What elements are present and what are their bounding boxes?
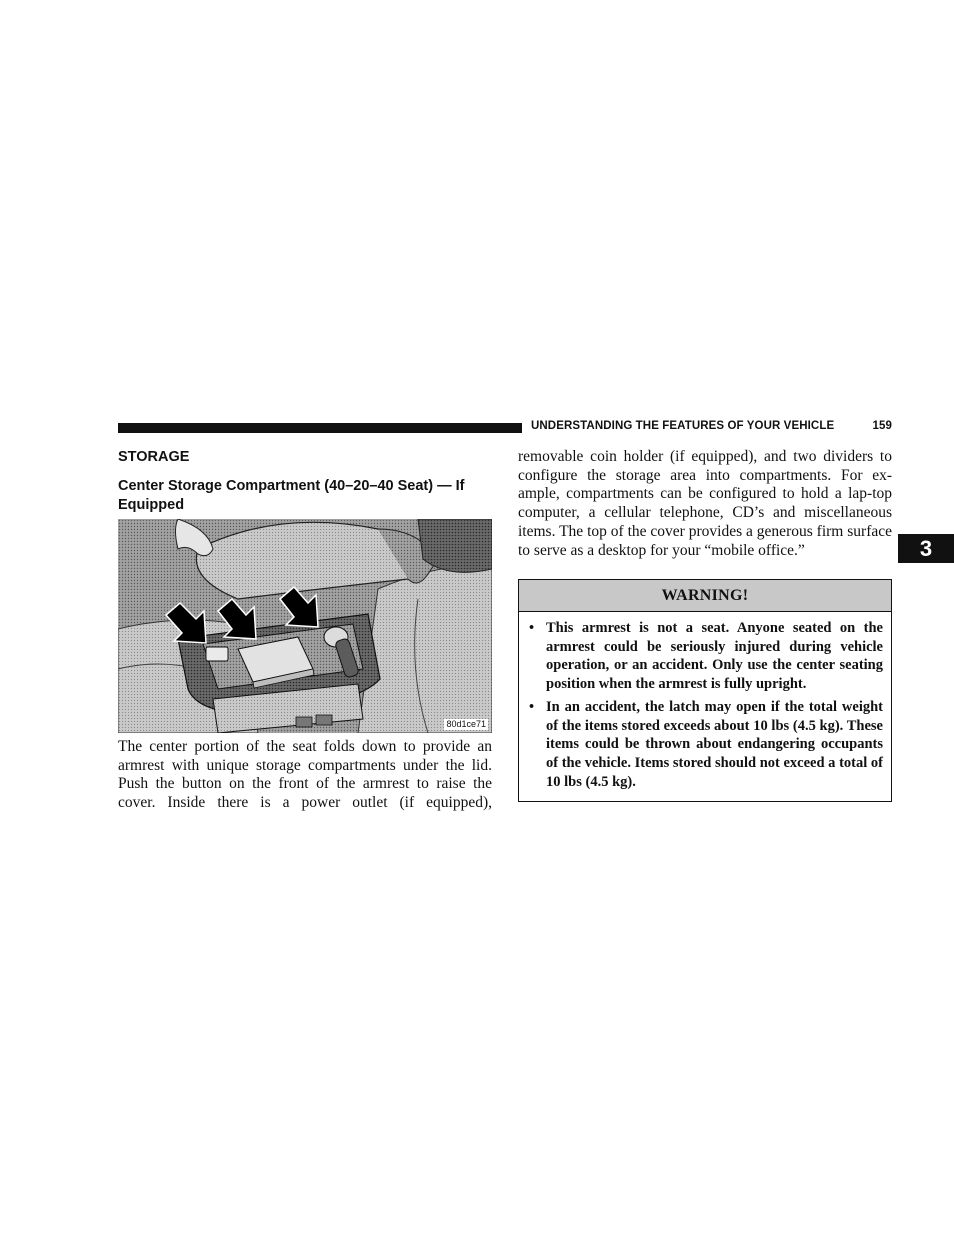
- body-paragraph: The center portion of the seat folds down to provide an armrest with unique storage compartments under the lid. Push the button on the front of the armrest to raise the cover. Inside there is a power outlet (if equipped),: [118, 738, 492, 812]
- warning-item: [529, 698, 883, 792]
- warning-box: [518, 579, 892, 802]
- chapter-tab: 3: [898, 534, 954, 563]
- header-rule: [118, 423, 522, 433]
- left-column-text: [118, 738, 492, 813]
- armrest-storage-drawing: [118, 519, 492, 733]
- running-header: [531, 420, 892, 432]
- running-title: UNDERSTANDING THE FEATURES OF YOUR VEHICLE: [531, 420, 835, 432]
- warning-item: [529, 619, 883, 694]
- section-title: STORAGE: [118, 449, 190, 465]
- right-column-text: [518, 448, 892, 560]
- bullet-icon: •: [529, 620, 535, 636]
- figure-code: 80d1ce71: [446, 719, 486, 729]
- warning-title: WARNING!: [519, 580, 891, 612]
- bullet-icon: •: [529, 698, 535, 715]
- warning-item-text: In an accident, the latch may open if the total weight of the items stored exceeds about 10 lbs (4.5 kg). These items could be thrown about endangering occupants of the vehicle. Items stored should not exceed a total of 10 lbs (4.5 kg).: [546, 698, 883, 790]
- body-paragraph-continued: removable coin holder (if equipped), and two dividers to configure the storage area into compartments. For ex-ample, compartments can be configured to hold a lap-top computer, a cellular telephone, CD’s and miscellaneous items. The top of the cover provides a generous firm surface to serve as a desktop for your “mobile office.”: [518, 448, 892, 559]
- warning-item-text: This armrest is not a seat. Anyone seated on the armrest could be seriously injured during vehicle operation, or an accident. Only use the center seating position when the armrest is fully upright.: [546, 620, 883, 693]
- warning-list: [519, 612, 891, 791]
- page-number: 159: [872, 420, 892, 432]
- subsection-title: Center Storage Compartment (40–20–40 Seat) — If Equipped: [118, 478, 465, 513]
- center-storage-illustration: [118, 519, 492, 733]
